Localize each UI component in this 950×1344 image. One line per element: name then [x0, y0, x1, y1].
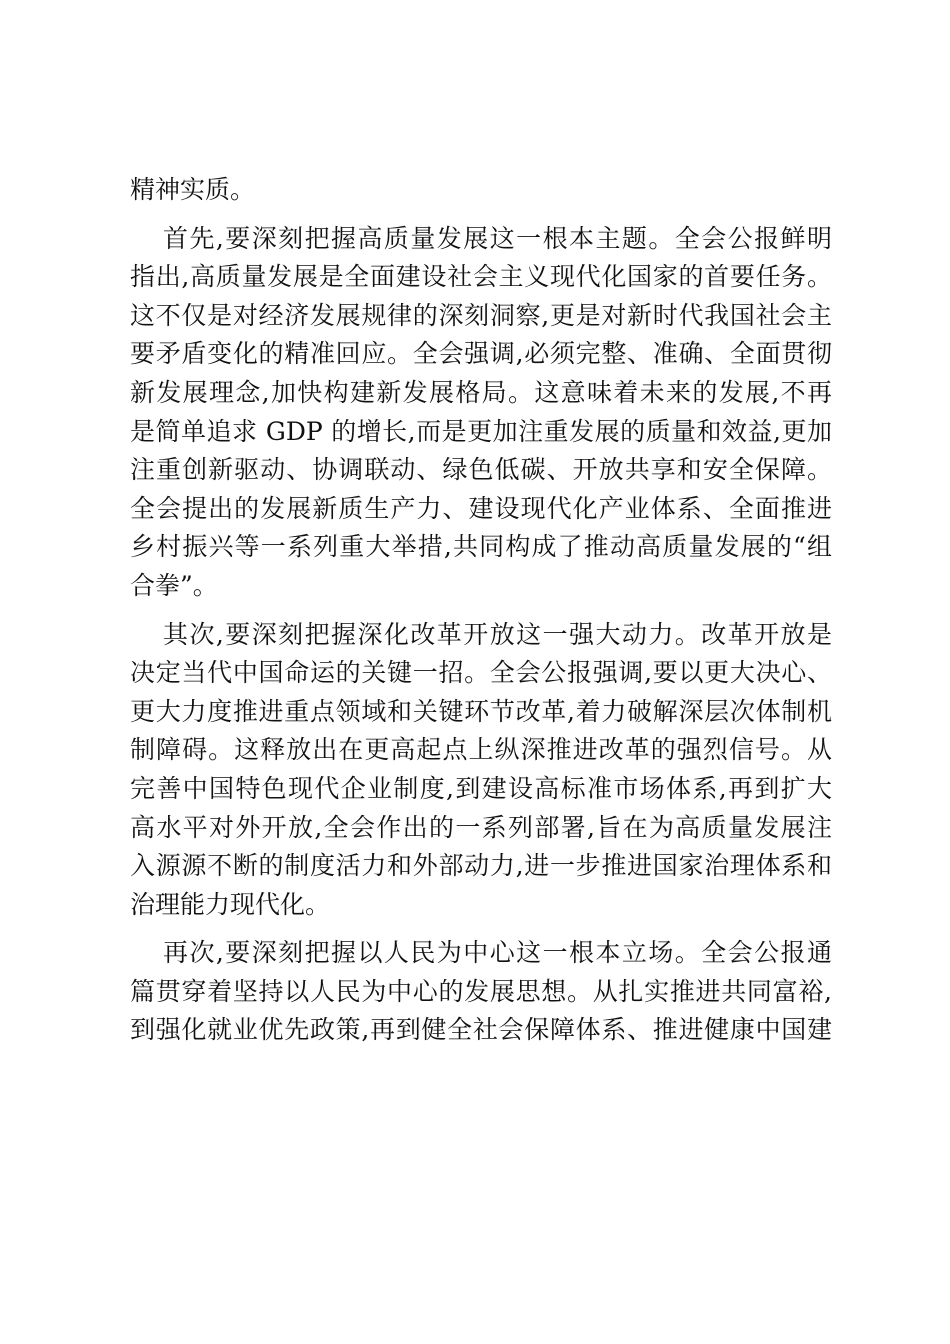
text-line: 首先,要深刻把握高质量发展这一根本主题。全会公报鲜明: [163, 223, 832, 253]
text-line: 乡村振兴等一系列重大举措,共同构成了推动高质量发展的“组: [130, 532, 832, 562]
text-line: 高水平对外开放,全会作出的一系列部署,旨在为高质量发展注: [130, 812, 832, 842]
text-line: 到强化就业优先政策,再到健全社会保障体系、推进健康中国建: [130, 1015, 832, 1045]
text-line: 入源源不断的制度活力和外部动力,进一步推进国家治理体系和: [130, 851, 832, 881]
text-line: 新发展理念,加快构建新发展格局。这意味着未来的发展,不再: [130, 377, 832, 407]
text-line: 决定当代中国命运的关键一招。全会公报强调,要以更大决心、: [130, 658, 832, 688]
document-page: [130, 171, 832, 1060]
text-line: 注重创新驱动、协调联动、绿色低碳、开放共享和安全保障。: [130, 455, 832, 485]
paragraph: [130, 934, 832, 1050]
text-line: 合拳”。: [130, 570, 218, 600]
text-line: 这不仅是对经济发展规律的深刻洞察,更是对新时代我国社会主: [130, 300, 832, 330]
paragraph: [130, 220, 832, 606]
text-line: 制障碍。这释放出在更高起点上纵深推进改革的强烈信号。从: [130, 735, 832, 765]
text-line: 更大力度推进重点领域和关键环节改革,着力破解深层次体制机: [130, 696, 832, 726]
text-line: 要矛盾变化的精准回应。全会强调,必须完整、准确、全面贯彻: [130, 339, 832, 369]
text-line: 其次,要深刻把握深化改革开放这一强大动力。改革开放是: [163, 619, 832, 649]
text-line: 精神实质。: [130, 175, 256, 204]
text-line: 治理能力现代化。: [130, 889, 331, 919]
paragraph: [130, 171, 832, 210]
text-line: 是简单追求 GDP 的增长,而是更加注重发展的质量和效益,更加: [130, 416, 832, 446]
text-line: 指出,高质量发展是全面建设社会主义现代化国家的首要任务。: [130, 262, 832, 292]
text-line: 篇贯穿着坚持以人民为中心的发展思想。从扎实推进共同富裕,: [130, 976, 832, 1006]
text-line: 完善中国特色现代企业制度,到建设高标准市场体系,再到扩大: [130, 773, 832, 803]
paragraph: [130, 616, 832, 925]
text-line: 全会提出的发展新质生产力、建设现代化产业体系、全面推进: [130, 493, 832, 523]
text-line: 再次,要深刻把握以人民为中心这一根本立场。全会公报通: [163, 938, 832, 968]
